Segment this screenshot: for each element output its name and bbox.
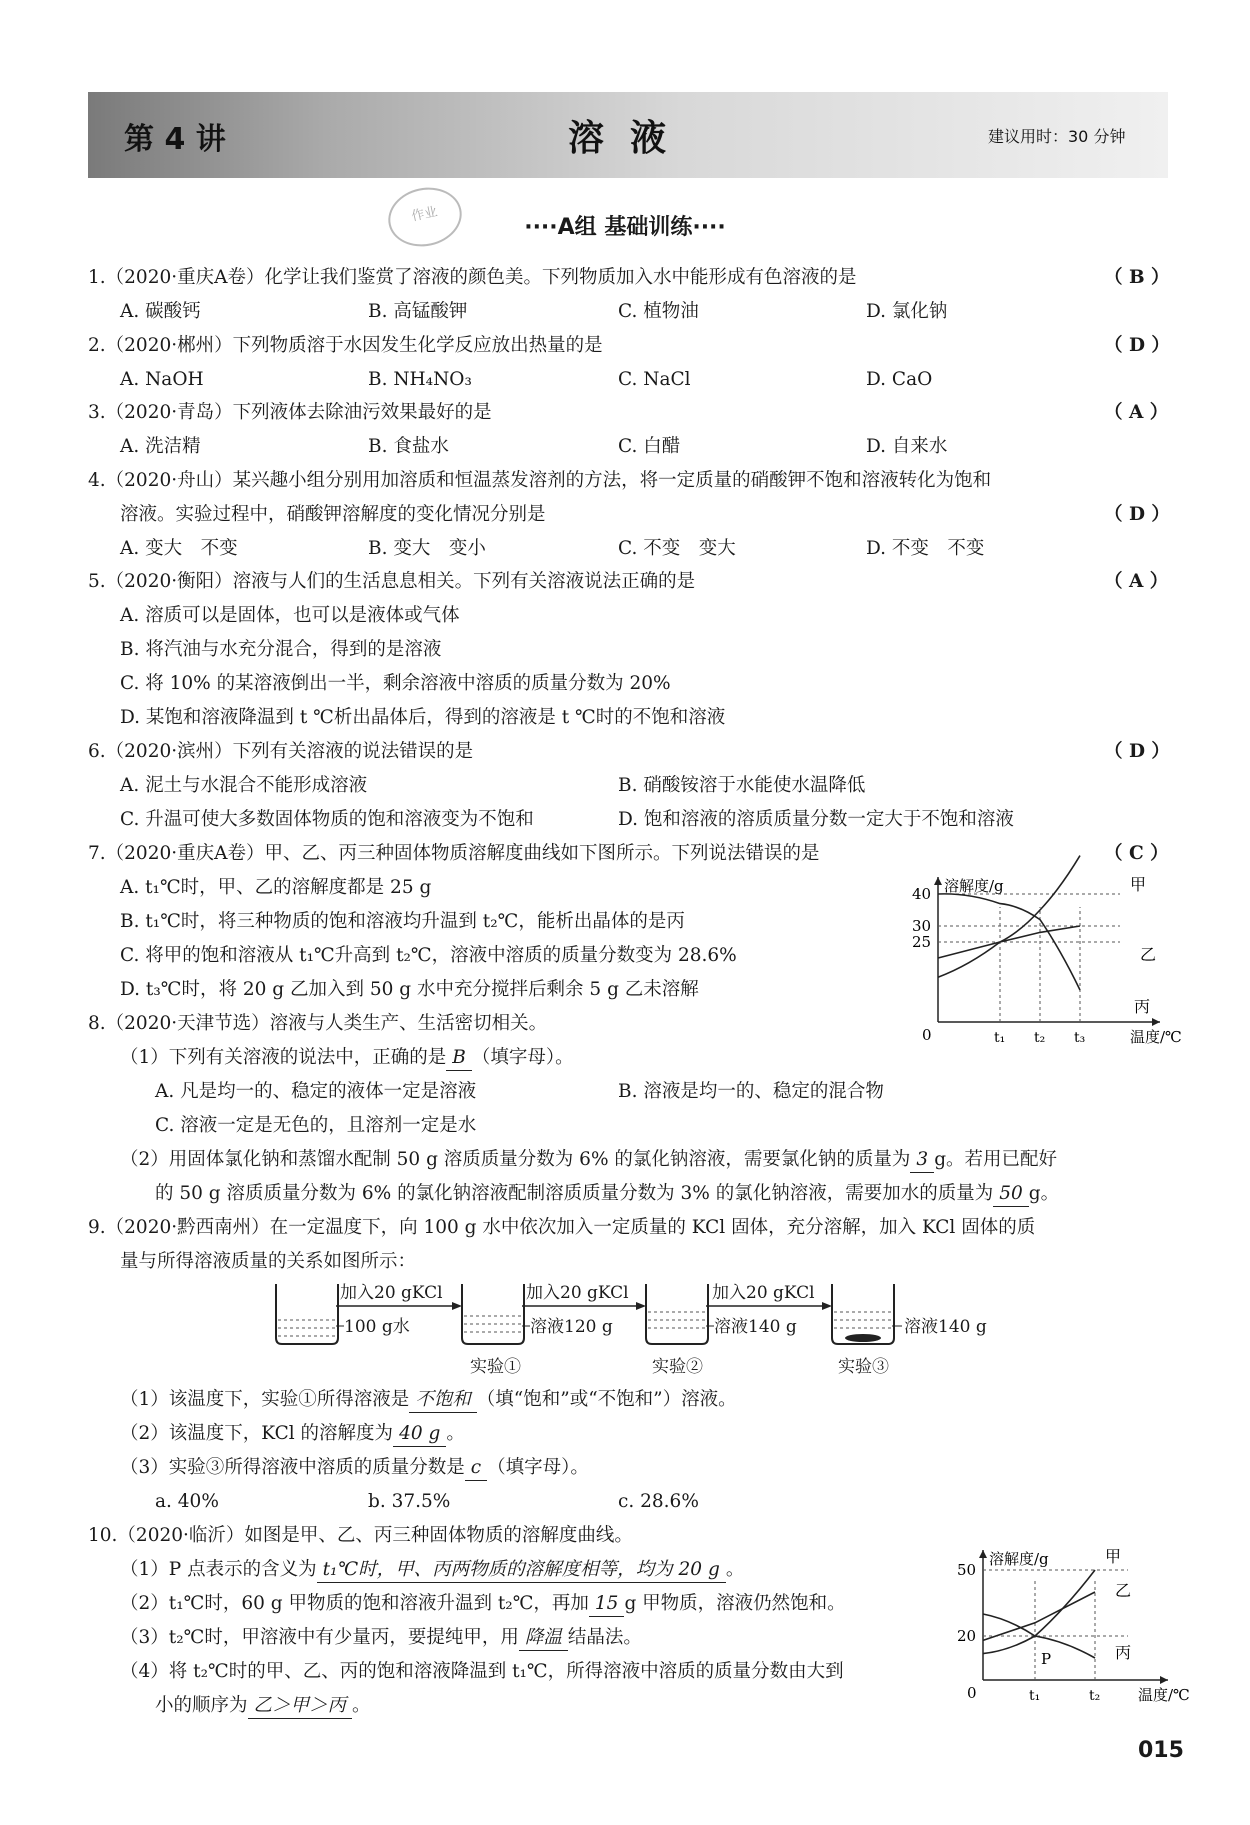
q9-sub1-fill: 不饱和 — [409, 1388, 477, 1413]
y-tick-label: 50 — [957, 1561, 977, 1579]
q10-sub1-fill: t₁℃时，甲、丙两物质的溶解度相等，均为 20 g — [317, 1558, 726, 1583]
q1-option-b: B. 高锰酸钾 — [368, 301, 468, 322]
q9-stem: 9.（2020·黔西南州）在一定温度下，向 100 g 水中依次加入一定质量的 KCl 固体，充分溶解，加入 KCl 固体的质 — [88, 1217, 1036, 1238]
x-tick-label: t₂ — [1089, 1688, 1101, 1704]
beaker-3 — [646, 1284, 708, 1344]
x-axis-title: 温度/℃ — [1130, 1028, 1182, 1046]
q6-option-d: D. 饱和溶液的溶质质量分数一定大于不饱和溶液 — [618, 809, 1014, 830]
series-line-甲 — [938, 856, 1080, 978]
q8-option-b: B. 溶液是均一的、稳定的混合物 — [618, 1081, 884, 1102]
q3-answer: （ A ） — [1104, 402, 1169, 423]
q3-option-d: D. 自来水 — [866, 436, 948, 457]
lecture-header — [88, 92, 1168, 178]
q9-sub2-fill: 40 g — [393, 1422, 446, 1447]
q8-option-a: A. 凡是均一的、稳定的液体一定是溶液 — [155, 1081, 477, 1102]
beaker-2-label: 溶液120 g — [530, 1317, 613, 1337]
series-line-甲 — [983, 1570, 1095, 1654]
q10-sub3-text: （3）t₂℃时，甲溶液中有少量丙，要提纯甲，用 — [120, 1627, 519, 1648]
series-label: 乙 — [1115, 1581, 1132, 1600]
x-tick-label: t₁ — [994, 1030, 1006, 1046]
x-tick-label: t₁ — [1029, 1688, 1041, 1704]
page-number: 015 — [1138, 1738, 1184, 1763]
lecture-title: 溶液 — [568, 118, 693, 159]
q6-answer: （ D ） — [1104, 741, 1170, 762]
q8-sub2b-text: 的 50 g 溶质质量分数为 6% 的氯化钠溶液配制溶质质量分数为 3% 的氯化钠溶液，需要加水的质量为 — [155, 1183, 994, 1204]
q5-answer: （ A ） — [1104, 571, 1169, 592]
q10-sub1 — [120, 1558, 744, 1583]
q10-sub4b-text: 小的顺序为 — [155, 1695, 248, 1716]
q2-option-c: C. NaCl — [618, 369, 691, 390]
q6-option-c: C. 升温可使大多数固体物质的饱和溶液变为不饱和 — [120, 809, 534, 830]
q6-stem: 6.（2020·滨州）下列有关溶液的说法错误的是 — [88, 741, 474, 762]
y-tick-label: 20 — [957, 1627, 977, 1645]
q10-sub2-end: g 甲物质，溶液仍然饱和。 — [624, 1593, 846, 1614]
q8-sub2 — [120, 1148, 1057, 1173]
q9-sub3-end: （填字母）。 — [487, 1457, 589, 1478]
q9-option-c: c. 28.6% — [618, 1491, 699, 1512]
q9-beaker-diagram — [270, 1272, 1010, 1384]
lecture-number: 第 4 讲 — [124, 122, 226, 157]
q9-sub2-text: （2）该温度下，KCl 的溶解度为 — [120, 1423, 394, 1444]
q4-answer: （ D ） — [1104, 504, 1170, 525]
q5-option-c: C. 将 10% 的某溶液倒出一半，剩余溶液中溶质的质量分数为 20% — [120, 673, 671, 694]
q5-stem: 5.（2020·衡阳）溶液与人们的生活息息相关。下列有关溶液说法正确的是 — [88, 571, 696, 592]
q8-sub1-fill: B — [446, 1046, 472, 1071]
q10-solubility-chart — [955, 1540, 1190, 1704]
q10-sub4-end: 。 — [352, 1695, 371, 1716]
step-3-label: 加入20 gKCl — [712, 1283, 815, 1303]
q10-sub4-fill: 乙＞甲＞丙 — [248, 1694, 353, 1719]
q3-option-b: B. 食盐水 — [368, 436, 449, 457]
q2-stem: 2.（2020·郴州）下列物质溶于水因发生化学反应放出热量的是 — [88, 335, 603, 356]
q7-option-b: B. t₁℃时，将三种物质的饱和溶液均升温到 t₂℃，能析出晶体的是丙 — [120, 911, 685, 932]
q9-sub3-text: （3）实验③所得溶液中溶质的质量分数是 — [120, 1457, 465, 1478]
exp-1-label: 实验① — [470, 1357, 521, 1377]
x-tick-label: t₂ — [1034, 1030, 1046, 1046]
q8-sub1-text: （1）下列有关溶液的说法中，正确的是 — [120, 1047, 447, 1068]
q6-option-a: A. 泥土与水混合不能形成溶液 — [120, 775, 368, 796]
q8-stem: 8.（2020·天津节选）溶液与人类生产、生活密切相关。 — [88, 1013, 548, 1034]
group-title: ····A组 基础训练···· — [524, 215, 726, 240]
q7-option-a: A. t₁℃时，甲、乙的溶解度都是 25 g — [120, 877, 432, 898]
q8-sub2b-end: g。 — [1028, 1183, 1060, 1204]
q9-sub3-fill: c — [465, 1456, 487, 1481]
q9-sub2-end: 。 — [446, 1423, 465, 1444]
q8-sub2-cont — [155, 1182, 1059, 1207]
q2-option-d: D. CaO — [866, 369, 933, 390]
exp-3-label: 实验③ — [838, 1357, 889, 1377]
series-label: 丙 — [1115, 1643, 1132, 1662]
q2-answer: （ D ） — [1104, 335, 1170, 356]
origin-label: 0 — [967, 1684, 977, 1702]
q7-stem: 7.（2020·重庆A卷）甲、乙、丙三种固体物质溶解度曲线如下图所示。下列说法错误的是 — [88, 843, 820, 864]
q2-option-a: A. NaOH — [120, 369, 204, 390]
y-tick-label: 25 — [912, 933, 932, 951]
q10-stem: 10.（2020·临沂）如图是甲、乙、丙三种固体物质的溶解度曲线。 — [88, 1525, 633, 1546]
q9-stem-cont: 量与所得溶液质量的关系如图所示： — [120, 1251, 417, 1272]
q9-option-a: a. 40% — [155, 1491, 219, 1512]
q10-sub4-cont — [155, 1694, 371, 1719]
q9-option-b: b. 37.5% — [368, 1491, 451, 1512]
q6-option-b: B. 硝酸铵溶于水能使水温降低 — [618, 775, 866, 796]
q10-sub2 — [120, 1592, 846, 1617]
q9-sub3 — [120, 1456, 589, 1481]
q10-sub4: （4）将 t₂℃时的甲、乙、丙的饱和溶液降温到 t₁℃，所得溶液中溶质的质量分数由大到 — [120, 1661, 844, 1682]
q10-sub1-end: 。 — [725, 1559, 745, 1580]
x-tick-label: t₃ — [1074, 1030, 1086, 1046]
q10-sub3 — [120, 1626, 642, 1651]
q10-sub3-fill: 降温 — [519, 1626, 568, 1651]
q10-sub3-end: 结晶法。 — [567, 1627, 642, 1648]
q3-option-a: A. 洗洁精 — [120, 436, 201, 457]
step-1-label: 加入20 gKCl — [340, 1283, 443, 1303]
x-axis-title: 温度/℃ — [1138, 1686, 1190, 1704]
point-p-label: P — [1041, 1650, 1052, 1668]
beaker-3-label: 溶液140 g — [714, 1317, 797, 1337]
origin-label: 0 — [922, 1026, 932, 1044]
y-tick-label: 30 — [912, 917, 932, 935]
y-tick-label: 40 — [912, 885, 932, 903]
q10-sub1-text: （1）P 点表示的含义为 — [120, 1559, 317, 1580]
q9-sub1-text: （1）该温度下，实验①所得溶液是 — [120, 1389, 410, 1410]
q7-option-c: C. 将甲的饱和溶液从 t₁℃升高到 t₂℃，溶液中溶质的质量分数变为 28.6% — [120, 945, 737, 966]
q4-option-b: B. 变大 变小 — [368, 538, 486, 559]
q7-option-d: D. t₃℃时，将 20 g 乙加入到 50 g 水中充分搅拌后剩余 5 g 乙未溶解 — [120, 979, 699, 1000]
homework-stamp: 作业 — [383, 181, 467, 253]
y-axis-arrow — [934, 877, 942, 885]
q3-stem: 3.（2020·青岛）下列液体去除油污效果最好的是 — [88, 402, 492, 423]
q8-sub2-text: （2）用固体氯化钠和蒸馏水配制 50 g 溶质质量分数为 6% 的氯化钠溶液，需要氯化钠的质量为 — [120, 1149, 911, 1170]
series-label: 甲 — [1105, 1547, 1122, 1566]
q9-sub1-end: （填“饱和”或“不饱和”）溶液。 — [476, 1389, 737, 1410]
beaker-1-label: 100 g水 — [344, 1317, 410, 1337]
q9-sub1 — [120, 1388, 737, 1413]
series-label: 甲 — [1130, 875, 1147, 894]
step-2-label: 加入20 gKCl — [526, 1283, 629, 1303]
y-axis-title: 溶解度/g — [944, 877, 1004, 895]
q8-sub2-fill: 3 — [910, 1148, 934, 1173]
beaker-1 — [276, 1284, 338, 1344]
q5-option-b: B. 将汽油与水充分混合，得到的是溶液 — [120, 639, 442, 660]
q4-stem-cont: 溶液。实验过程中，硝酸钾溶解度的变化情况分别是 — [120, 504, 546, 525]
q7-solubility-chart — [900, 872, 1182, 1054]
series-label: 丙 — [1134, 997, 1151, 1016]
beaker-4-label: 溶液140 g — [904, 1317, 987, 1337]
q2-option-b: B. NH₄NO₃ — [368, 369, 472, 390]
q9-sub2 — [120, 1422, 465, 1447]
q8-sub1-end: （填字母）。 — [471, 1047, 574, 1068]
x-axis-arrow — [1160, 1676, 1168, 1684]
q7-answer: （ C ） — [1104, 843, 1169, 864]
exp-2-label: 实验② — [652, 1357, 703, 1377]
q4-option-c: C. 不变 变大 — [618, 538, 736, 559]
q1-answer: （ B ） — [1104, 267, 1170, 288]
q8-sub2b-fill: 50 — [993, 1182, 1029, 1207]
beaker-2 — [462, 1284, 524, 1344]
q4-stem: 4.（2020·舟山）某兴趣小组分别用加溶质和恒温蒸发溶剂的方法，将一定质量的硝酸钾不饱和溶液转化为饱和 — [88, 470, 992, 491]
y-axis-title: 溶解度/g — [989, 1550, 1049, 1568]
q1-option-c: C. 植物油 — [618, 301, 699, 322]
q1-stem: 1.（2020·重庆A卷）化学让我们鉴赏了溶液的颜色美。下列物质加入水中能形成有色溶液的是 — [88, 267, 857, 288]
q8-sub1 — [120, 1046, 574, 1071]
suggested-time: 建议用时：30 分钟 — [988, 127, 1126, 146]
q10-sub2-text: （2）t₁℃时，60 g 甲物质的饱和溶液升温到 t₂℃，再加 — [120, 1593, 589, 1614]
q8-option-c: C. 溶液一定是无色的，且溶剂一定是水 — [155, 1115, 477, 1136]
q4-option-d: D. 不变 不变 — [866, 538, 985, 559]
series-label: 乙 — [1140, 945, 1157, 964]
q1-option-a: A. 碳酸钙 — [120, 301, 201, 322]
q3-option-c: C. 白醋 — [618, 436, 681, 457]
q10-sub2-fill: 15 — [589, 1592, 625, 1617]
q4-option-a: A. 变大 不变 — [120, 538, 238, 559]
q5-option-d: D. 某饱和溶液降温到 t ℃析出晶体后，得到的溶液是 t ℃时的不饱和溶液 — [120, 707, 726, 728]
x-axis-arrow — [1152, 1018, 1160, 1026]
q1-option-d: D. 氯化钠 — [866, 301, 948, 322]
q5-option-a: A. 溶质可以是固体，也可以是液体或气体 — [120, 605, 460, 626]
undissolved-solid — [845, 1334, 881, 1342]
y-axis-arrow — [979, 1550, 987, 1558]
q8-sub2-end: g。若用已配好 — [934, 1149, 1058, 1170]
